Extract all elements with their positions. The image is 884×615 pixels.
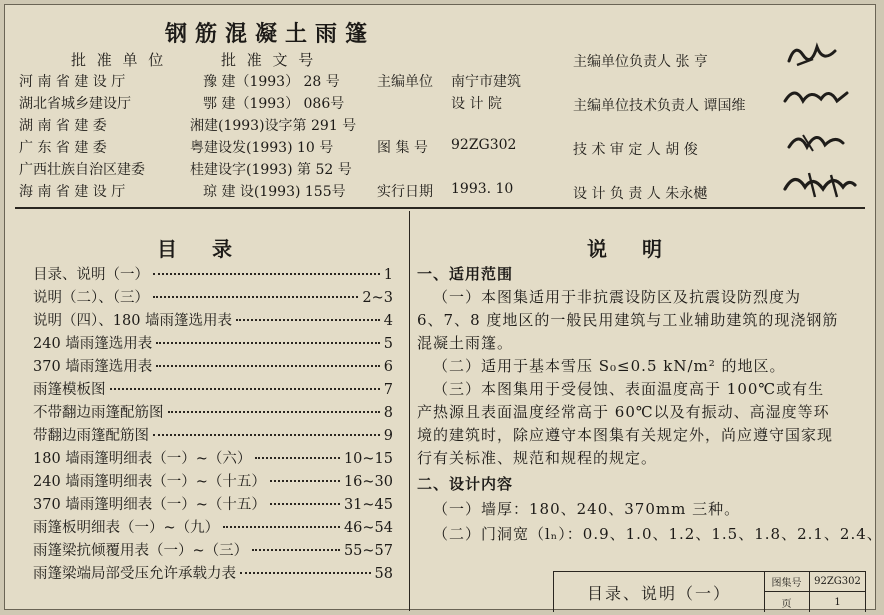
approval-unit: 湖 南 省 建 委 (19, 118, 107, 134)
approval-unit: 湖北省城乡建设厅 (19, 96, 131, 112)
page-title: 钢筋混凝土雨篷 (165, 22, 376, 47)
toc-item[interactable] (33, 424, 393, 446)
toc-leader (240, 572, 371, 574)
signer-row (573, 139, 698, 159)
toc-item-label: 雨篷板明细表（一）~（九） (33, 520, 220, 536)
signature-image (781, 81, 851, 111)
toc-leader (153, 296, 358, 298)
toc-leader (153, 273, 380, 275)
notes-section-title: 二、设计内容 (417, 475, 514, 493)
signer-role: 主编单位技术负责人 (573, 98, 699, 114)
drawing-sheet (4, 4, 883, 610)
toc-leader (156, 365, 379, 367)
toc-item-page: 1 (383, 267, 393, 283)
signature-image (783, 37, 843, 71)
toc-item[interactable] (33, 332, 393, 354)
toc-item-label: 370 墙雨篷明细表（一）~（十五） (33, 497, 266, 513)
signer-role: 设 计 负 责 人 (573, 186, 661, 202)
approval-unit: 河 南 省 建 设 厅 (19, 74, 126, 90)
signer-row (573, 95, 745, 115)
toc-item-label: 带翻边雨篷配筋图 (33, 428, 149, 444)
toc-item[interactable] (33, 286, 393, 308)
notes-line: 境的建筑时，除应遵守本图集有关规定外，尚应遵守国家现 (417, 426, 834, 444)
approval-unit: 广 东 省 建 委 (19, 140, 107, 156)
toc-leader (223, 526, 340, 528)
approval-unit: 广西壮族自治区建委 (19, 162, 145, 178)
toc-leader (270, 480, 340, 482)
toc-item-page: 58 (374, 566, 393, 582)
notes-line: 混凝土雨篷。 (417, 334, 514, 352)
toc-item[interactable] (33, 539, 393, 561)
toc-item-label: 说明（四）、180 墙雨篷选用表 (33, 313, 233, 329)
toc-item-label: 雨篷梁抗倾覆用表（一）~（三） (33, 543, 249, 559)
signer-row (573, 51, 708, 71)
approval-doc: 豫 建（1993） 28 号 (203, 74, 340, 90)
toc-leader (252, 549, 340, 551)
atlas-number-label: 图集号 (764, 572, 810, 592)
toc-item-label: 雨篷梁端局部受压允许承载力表 (33, 566, 236, 582)
toc-item[interactable] (33, 493, 393, 515)
approval-doc: 粤建设发(1993) 10 号 (190, 140, 334, 156)
approval-unit: 海 南 省 建 设 厅 (19, 184, 126, 200)
toc-item[interactable] (33, 516, 393, 538)
toc-item[interactable] (33, 562, 393, 584)
atlas-label: 图 集 号 (377, 140, 428, 156)
signature-image (781, 167, 859, 201)
date-label: 实行日期 (377, 184, 433, 200)
toc-item-label: 180 墙雨篷明细表（一）~（六） (33, 451, 252, 467)
toc-leader (110, 388, 380, 390)
toc-item-page: 4 (383, 313, 393, 329)
signature-image (783, 125, 849, 155)
signer-name: 张 亨 (675, 54, 708, 70)
toc-item-label: 240 墙雨篷选用表 (33, 336, 153, 352)
approval-header (15, 11, 865, 209)
notes-line: （一）本图集适用于非抗震设防区及抗震设防烈度为 (433, 288, 802, 306)
notes-section-title: 一、适用范围 (417, 265, 514, 283)
toc-item-label: 说明（二）、（三） (33, 290, 149, 306)
toc-leader (270, 503, 340, 505)
toc-item[interactable] (33, 401, 393, 423)
atlas-number-value: 92ZG302 (810, 572, 866, 592)
toc-item-page: 31~45 (343, 497, 393, 513)
editor-value: 南宁市建筑 (451, 74, 521, 90)
toc-item-page: 46~54 (343, 520, 393, 536)
toc-item-label: 雨篷模板图 (33, 382, 106, 398)
toc-heading: 目 录 (157, 237, 246, 261)
atlas-value: 92ZG302 (451, 137, 517, 153)
toc-leader (153, 434, 380, 436)
approval-doc: 琼 建 设(1993) 155号 (203, 184, 346, 200)
toc-item-page: 7 (383, 382, 393, 398)
toc-item-label: 240 墙雨篷明细表（一）~（十五） (33, 474, 266, 490)
approval-doc: 湘建(1993)设字第 291 号 (190, 118, 357, 134)
notes-line: （一）墙厚：180、240、370mm 三种。 (433, 500, 741, 518)
toc-item-page: 8 (383, 405, 393, 421)
toc-item-page: 5 (383, 336, 393, 352)
signer-name: 谭国维 (703, 98, 746, 114)
approval-doc: 桂建设字(1993) 第 52 号 (190, 162, 352, 178)
editor-value-2: 设 计 院 (451, 96, 502, 112)
toc-item[interactable] (33, 470, 393, 492)
signer-row (573, 183, 707, 203)
notes-line: 行有关标准、规范和规程的规定。 (417, 449, 658, 467)
column-divider (409, 211, 410, 611)
toc-item-label: 370 墙雨篷选用表 (33, 359, 153, 375)
toc-item[interactable] (33, 447, 393, 469)
signer-role: 技 术 审 定 人 (573, 142, 661, 158)
toc-item[interactable] (33, 355, 393, 377)
toc-leader (255, 457, 340, 459)
page-label: 页 (764, 592, 810, 612)
toc-item-page: 55~57 (343, 543, 393, 559)
date-value: 1993. 10 (451, 181, 514, 197)
toc-item[interactable] (33, 378, 393, 400)
notes-line: （二）门洞宽（lₙ）：0.9、1.0、1.2、1.5、1.8、2.1、2.4、 (433, 525, 883, 543)
toc-item-label: 不带翻边雨篷配筋图 (33, 405, 164, 421)
notes-heading: 说 明 (587, 237, 676, 261)
title-block (553, 571, 866, 612)
approval-doc-heading: 批 准 文 号 (221, 51, 317, 69)
toc-leader (156, 342, 379, 344)
toc-item-label: 目录、说明（一） (33, 267, 149, 283)
toc-item[interactable] (33, 309, 393, 331)
editor-label: 主编单位 (377, 74, 433, 90)
notes-line: （二）适用于基本雪压 S₀≤0.5 kN/m² 的地区。 (433, 357, 786, 375)
approval-unit-heading: 批 准 单 位 (71, 51, 167, 69)
toc-item-page: 16~30 (343, 474, 393, 490)
toc-item[interactable] (33, 263, 393, 285)
page-number: 1 (810, 592, 866, 612)
toc-leader (168, 411, 380, 413)
notes-line: （三）本图集用于受侵蚀、表面温度高于 100℃或有生 (433, 380, 825, 398)
signer-name: 朱永樾 (665, 186, 708, 202)
sheet-name: 目录、说明（一） (554, 572, 765, 612)
toc-item-page: 2~3 (362, 290, 393, 306)
signer-role: 主编单位负责人 (573, 54, 671, 70)
notes-line: 产热源且表面温度经常高于 60℃以及有振动、高湿度等环 (417, 403, 830, 421)
toc-item-page: 9 (383, 428, 393, 444)
signer-name: 胡 俊 (665, 142, 698, 158)
approval-doc: 鄂 建（1993） 086号 (203, 96, 345, 112)
notes-line: 6、7、8 度地区的一般民用建筑与工业辅助建筑的现浇钢筋 (417, 311, 839, 329)
toc-leader (236, 319, 380, 321)
toc-item-page: 6 (383, 359, 393, 375)
toc-item-page: 10~15 (343, 451, 393, 467)
